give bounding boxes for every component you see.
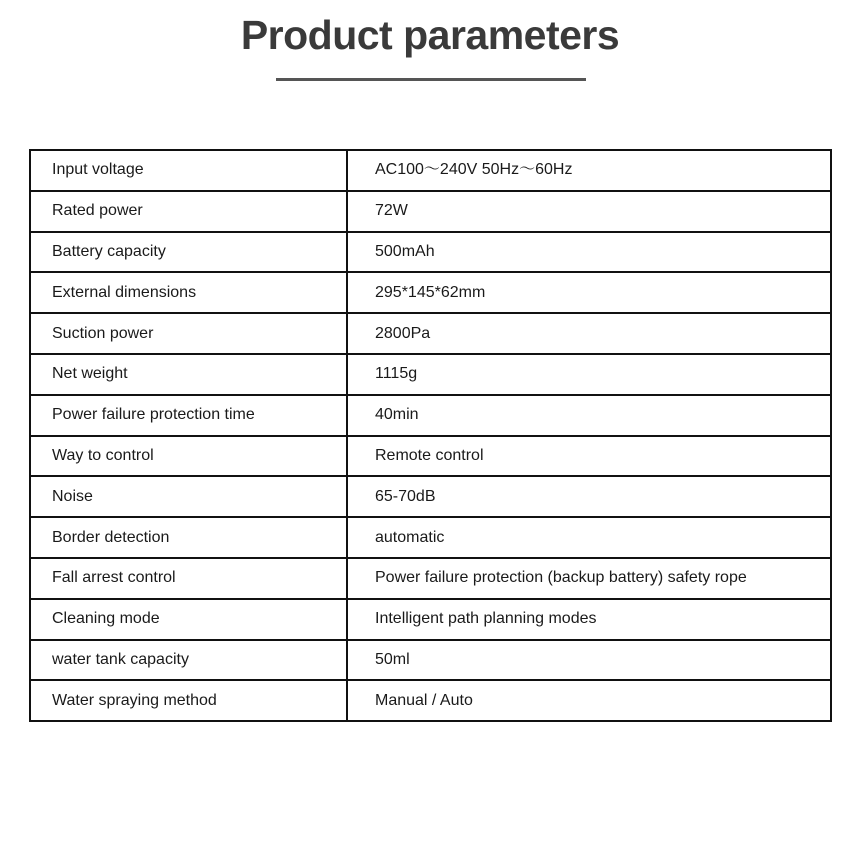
table-row bbox=[30, 558, 831, 599]
parameter-label: Cleaning mode bbox=[30, 599, 347, 640]
parameter-label: Noise bbox=[30, 476, 347, 517]
table-row bbox=[30, 272, 831, 313]
table-row bbox=[30, 191, 831, 232]
parameter-label: Battery capacity bbox=[30, 232, 347, 273]
table-row bbox=[30, 395, 831, 436]
parameter-value: 1115g bbox=[347, 354, 831, 395]
table-row bbox=[30, 150, 831, 191]
parameter-value: Power failure protection (backup battery) safety rope bbox=[347, 558, 831, 599]
parameters-table bbox=[29, 149, 832, 722]
table-row bbox=[30, 517, 831, 558]
parameter-label: Border detection bbox=[30, 517, 347, 558]
parameter-value: Remote control bbox=[347, 436, 831, 477]
table-row bbox=[30, 476, 831, 517]
table-row bbox=[30, 436, 831, 477]
table-row bbox=[30, 680, 831, 721]
parameter-label: Water spraying method bbox=[30, 680, 347, 721]
parameter-label: Input voltage bbox=[30, 150, 347, 191]
parameter-value: 2800Pa bbox=[347, 313, 831, 354]
parameter-value: 65-70dB bbox=[347, 476, 831, 517]
parameter-value: 72W bbox=[347, 191, 831, 232]
parameter-label: Power failure protection time bbox=[30, 395, 347, 436]
title-underline bbox=[276, 78, 586, 81]
parameter-value: Manual / Auto bbox=[347, 680, 831, 721]
parameter-value: automatic bbox=[347, 517, 831, 558]
parameter-value: 295*145*62mm bbox=[347, 272, 831, 313]
parameter-label: Way to control bbox=[30, 436, 347, 477]
parameter-value: 40min bbox=[347, 395, 831, 436]
parameter-label: Suction power bbox=[30, 313, 347, 354]
table-row bbox=[30, 599, 831, 640]
table-row bbox=[30, 232, 831, 273]
parameter-label: Net weight bbox=[30, 354, 347, 395]
parameter-value: AC100～240V 50Hz～60Hz bbox=[347, 150, 831, 191]
parameter-value: Intelligent path planning modes bbox=[347, 599, 831, 640]
parameter-label: Fall arrest control bbox=[30, 558, 347, 599]
parameter-value: 500mAh bbox=[347, 232, 831, 273]
parameter-label: External dimensions bbox=[30, 272, 347, 313]
parameter-value: 50ml bbox=[347, 640, 831, 681]
table-row bbox=[30, 313, 831, 354]
page-title: Product parameters bbox=[240, 12, 620, 58]
table-row bbox=[30, 354, 831, 395]
parameter-label: Rated power bbox=[30, 191, 347, 232]
table-row bbox=[30, 640, 831, 681]
parameter-label: water tank capacity bbox=[30, 640, 347, 681]
